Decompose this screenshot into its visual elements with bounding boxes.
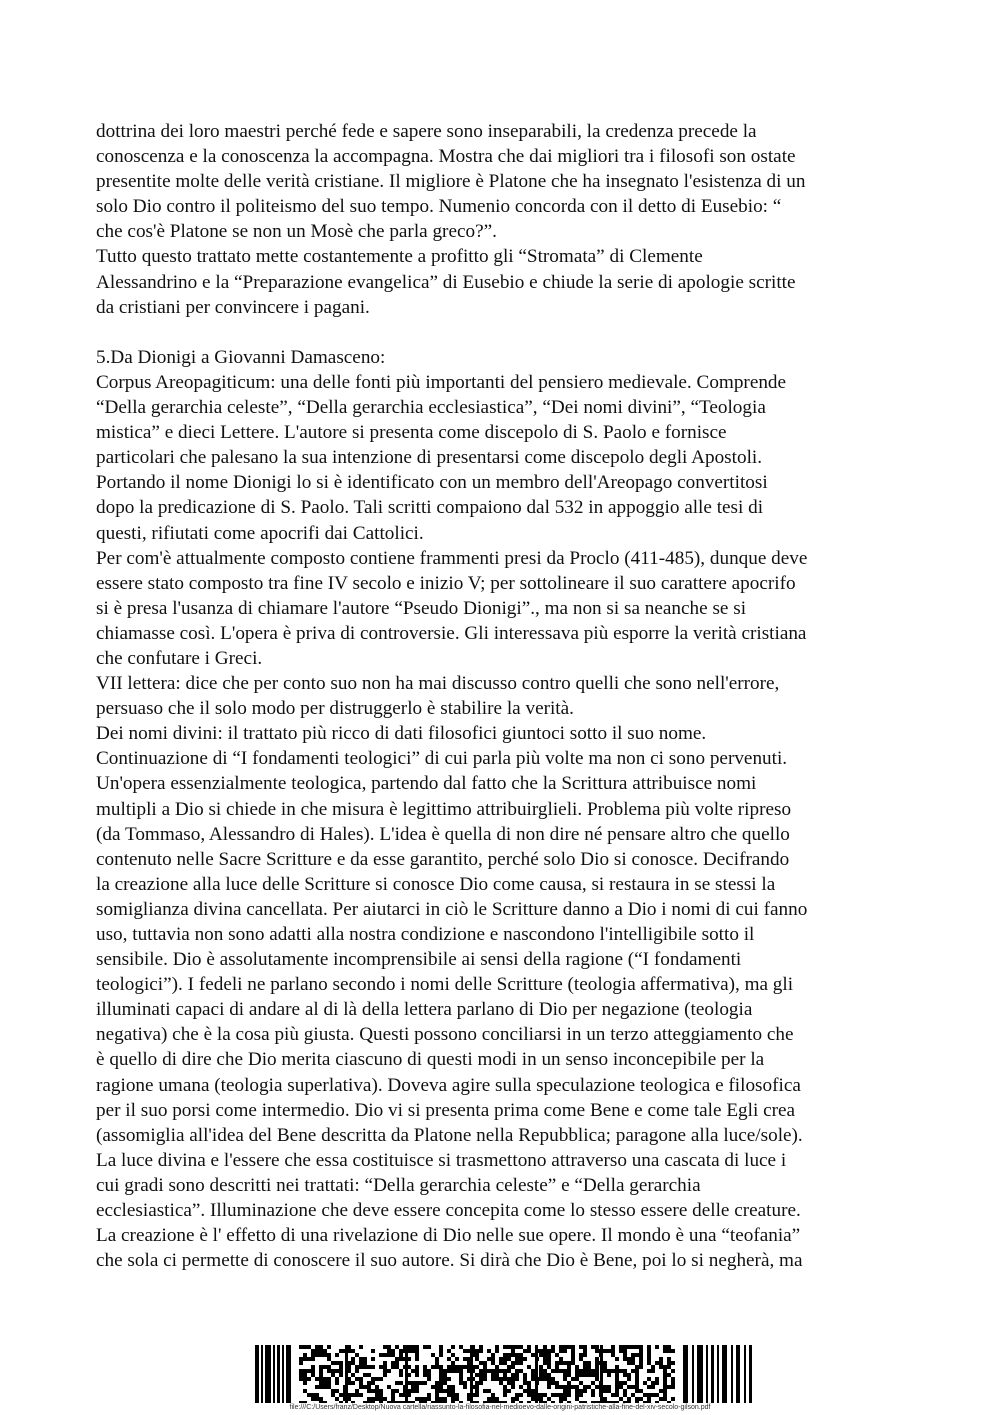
text-line: ecclesiastica”. Illuminazione che deve essere concepita come lo stesso essere delle creature. xyxy=(96,1200,801,1222)
text-line: la creazione alla luce delle Scritture si conosce Dio come causa, si restaura in se stessi la xyxy=(96,873,776,895)
text-line: conoscenza e la conoscenza la accompagna. Mostra che dai migliori tra i filosofi son ostate xyxy=(96,146,796,168)
text-line: che cos'è Platone se non un Mosè che parla greco?”. xyxy=(96,221,497,243)
text-line: Continuazione di “I fondamenti teologici” di cui parla più volte ma non ci sono pervenuti. xyxy=(96,748,788,770)
text-line: persuaso che il solo modo per distruggerlo è stabilire la verità. xyxy=(96,698,574,720)
footer-file-path: file:///C:/Users/franz/Desktop/Nuova cartella/riassunto-la-filosofia-nel-medioevo-dalle-origini-patristiche-alla-fine-del-xiv-secolo-gilson.pdf xyxy=(289,1404,711,1411)
text-line: (assomiglia all'idea del Bene descritta da Platone nella Repubblica; paragone alla luce/sole). xyxy=(96,1124,803,1146)
text-line: multipli a Dio si chiede in che misura è legittimo attribuirglieli. Problema più volte ripreso xyxy=(96,798,792,820)
text-line: teologici”). I fedeli ne parlano secondo i nomi delle Scritture (teologia affermativa), ma gli xyxy=(96,974,794,996)
text-line: che confutare i Greci. xyxy=(96,647,263,669)
text-line: dopo la predicazione di S. Paolo. Tali scritti compaiono dal 532 in appoggio alle tesi di xyxy=(96,497,764,519)
text-line: solo Dio contro il politeismo del suo tempo. Numenio concorda con il detto di Eusebio: “ xyxy=(96,196,782,218)
text-line: questi, rifiutati come apocrifi dai Cattolici. xyxy=(96,522,424,544)
text-line: si è presa l'usanza di chiamare l'autore “Pseudo Dionigi”., ma non si sa neanche se si xyxy=(96,597,747,619)
text-line: sensibile. Dio è assolutamente incomprensibile ai sensi della ragione (“I fondamenti xyxy=(96,949,742,971)
blank-line xyxy=(96,320,916,345)
text-line: Alessandrino e la “Preparazione evangelica” di Eusebio e chiude la serie di apologie scritte xyxy=(96,271,796,293)
text-line: dottrina dei loro maestri perché fede e sapere sono inseparabili, la credenza precede la xyxy=(96,121,757,142)
barcode-image xyxy=(255,1345,753,1403)
text-line: somiglianza divina cancellata. Per aiutarci in ciò le Scritture danno a Dio i nomi di cui fanno xyxy=(96,898,808,920)
text-line: che sola ci permette di conoscere il suo autore. Si dirà che Dio è Bene, poi lo si negherà, ma xyxy=(96,1250,803,1272)
text-line: Corpus Areopagiticum: una delle fonti più importanti del pensiero medievale. Comprende xyxy=(96,371,787,393)
text-line: illuminati capaci di andare al di là della lettera parlano di Dio per negazione (teologia xyxy=(96,999,753,1021)
text-line: cui gradi sono descritti nei trattati: “Della gerarchia celeste” e “Della gerarchia xyxy=(96,1174,701,1196)
text-line: per il suo porsi come intermedio. Dio vi si presenta prima come Bene e come tale Egli crea xyxy=(96,1099,796,1121)
text-line: 5.Da Dionigi a Giovanni Damasceno: xyxy=(96,346,386,368)
text-line: presentite molte delle verità cristiane. Il migliore è Platone che ha insegnato l'esistenza di un xyxy=(96,171,806,193)
text-line: (da Tommaso, Alessandro di Hales). L'idea è quella di non dire né pensare altro che quello xyxy=(96,823,790,845)
text-line: Tutto questo trattato mette costantemente a profitto gli “Stromata” di Clemente xyxy=(96,246,703,268)
text-line: “Della gerarchia celeste”, “Della gerarchia ecclesiastica”, “Dei nomi divini”, “Teologia xyxy=(96,397,766,419)
text-line: Portando il nome Dionigi lo si è identificato con un membro dell'Areopago convertitosi xyxy=(96,472,768,494)
text-line: La luce divina e l'essere che essa costituisce si trasmettono attraverso una cascata di luce i xyxy=(96,1149,787,1171)
text-line: Un'opera essenzialmente teologica, partendo dal fatto che la Scrittura attribuisce nomi xyxy=(96,773,757,795)
text-line: contenuto nelle Sacre Scritture e da esse garantito, perché solo Dio si conosce. Decifrando xyxy=(96,848,790,870)
text-line: mistica” e dieci Lettere. L'autore si presenta come discepolo di S. Paolo e fornisce xyxy=(96,422,727,444)
text-line: Per com'è attualmente composto contiene frammenti presi da Proclo (411-485), dunque deve xyxy=(96,547,808,569)
text-line: chiamasse così. L'opera è priva di controversie. Gli interessava più esporre la verità cristiana xyxy=(96,622,807,644)
text-line: da cristiani per convincere i pagani. xyxy=(96,296,370,318)
text-line: VII lettera: dice che per conto suo non ha mai discusso contro quelli che sono nell'errore, xyxy=(96,673,780,695)
text-line: Dei nomi divini: il trattato più ricco di dati filosofici giuntoci sotto il suo nome. xyxy=(96,723,707,745)
text-line: ragione umana (teologia superlativa). Doveva agire sulla speculazione teologica e filosofica xyxy=(96,1074,801,1096)
text-line: negativa) che è la cosa più giusta. Questi possono conciliarsi in un terzo atteggiamento che xyxy=(96,1024,794,1046)
text-line: è quello di dire che Dio merita ciascuno di questi modi in un senso inconcepibile per la xyxy=(96,1049,765,1071)
text-line: uso, tuttavia non sono adatti alla nostra condizione e nascondono l'intelligibile sotto il xyxy=(96,924,755,945)
text-line: particolari che palesano la sua intenzione di presentarsi come discepolo degli Apostoli. xyxy=(96,447,763,469)
text-line: La creazione è l' effetto di una rivelazione di Dio nelle sue opere. Il mondo è una “teofania” xyxy=(96,1225,801,1247)
text-line: essere stato composto tra fine IV secolo e inizio V; per sottolineare il suo carattere apocrifo xyxy=(96,572,796,594)
body-text xyxy=(96,119,916,1273)
